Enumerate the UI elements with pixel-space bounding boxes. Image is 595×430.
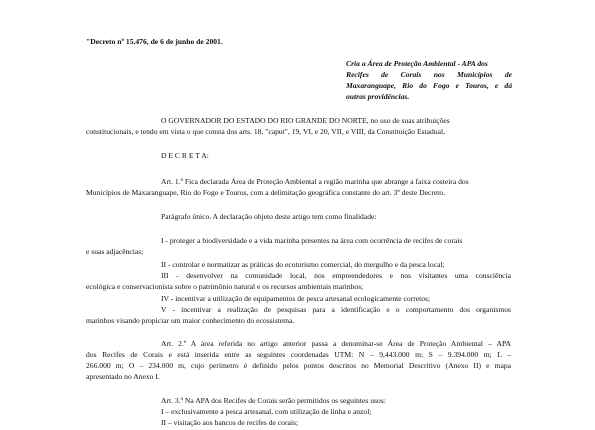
preamble-line: constitucionais, e tendo em vista o que consta dos arts. 18, "caput", 19, VI, e 20, VII, e VIII, da Constituição Estadual, bbox=[86, 127, 446, 136]
list-item-i-cont: e suas adjacências; bbox=[86, 247, 144, 256]
article-3-heading: Art. 3.º Na APA dos Recifes de Corais serão permitidos os seguintes usos: bbox=[161, 396, 386, 405]
article-1-line: Municípios de Maxaranguape, Rio do Fogo e Touros, com a delimitação geográfica constante do art. 3º deste Decreto. bbox=[86, 188, 446, 197]
article-1-line: Art. 1.º Fica declarada Área de Proteção Ambiental a região marinha que abrange a faixa costeira dos bbox=[161, 177, 469, 186]
list-item-iii: III - desenvolver na comunidade local, nos empreendedores e nos visitantes uma consciência bbox=[161, 271, 511, 280]
governor-title: O GOVERNADOR DO ESTADO DO RIO GRANDE DO NORTE bbox=[161, 116, 367, 125]
article-2-line: 266.000 m; O – 234.000 m, cujo perímetro é definido pelos pontos descritos no Memorial Descritivo (Anexo II) e mapa bbox=[86, 361, 511, 370]
article-2-line: dos Recifes de Corais e está inserida entre as seguintes coordenadas UTM: N – 9,443.000 m; S – 9.394.000 m; L – bbox=[86, 350, 511, 359]
preamble-continuation: , no uso de suas atribuições bbox=[366, 116, 450, 125]
decreta-heading: D E C R E T A: bbox=[161, 151, 209, 160]
list-item-ii: II - controlar e normatizar as práticas do ecoturismo comercial, do mergulho e da pesca local; bbox=[161, 260, 445, 269]
decree-header: "Decreto nº 15.476, de 6 de junho de 2001. bbox=[86, 37, 223, 46]
article-3-item: I – exclusivamente a pesca artesanal, com utilização de linha e anzol; bbox=[161, 407, 372, 416]
list-item-i: I - proteger a biodiversidade e a vida marinha presentes na área com ocorrência de recifes de corais bbox=[161, 236, 463, 245]
summary-line: Recifes de Corais nos Municípios de bbox=[346, 70, 512, 79]
summary-line: outras providências. bbox=[346, 92, 410, 101]
article-2-line: apresentado no Anexo I. bbox=[86, 372, 160, 381]
list-item-v: V - incentivar a realização de pesquisas para a identificação e o comportamento dos organismos bbox=[161, 305, 511, 314]
list-item-iii-cont: ecológica e conservacionista sobre o patrimônio natural e os recursos ambientais marinhos; bbox=[86, 282, 364, 291]
summary-line: Cria a Área de Proteção Ambiental - APA dos bbox=[346, 59, 488, 68]
sole-paragraph: Parágrafo único. A declaração objeto deste artigo tem como finalidade: bbox=[161, 212, 377, 221]
list-item-iv: IV - incentivar a utilização de equipamentos de pesca artesanal ecologicamente corretos; bbox=[161, 294, 431, 303]
article-3-item: II – visitação aos bancos de recifes de corais; bbox=[161, 418, 299, 427]
preamble-line bbox=[161, 116, 450, 126]
list-item-v-cont: marinhos visando propiciar um maior conhecimento do ecossistema. bbox=[86, 316, 295, 325]
article-2-line: Art. 2.º A área referida no artigo anterior passa a denominar-se Área de Proteção Ambiental – APA bbox=[161, 339, 511, 348]
summary-line: Maxaranguape, Rio do Fogo e Touros, e dá bbox=[346, 81, 512, 90]
